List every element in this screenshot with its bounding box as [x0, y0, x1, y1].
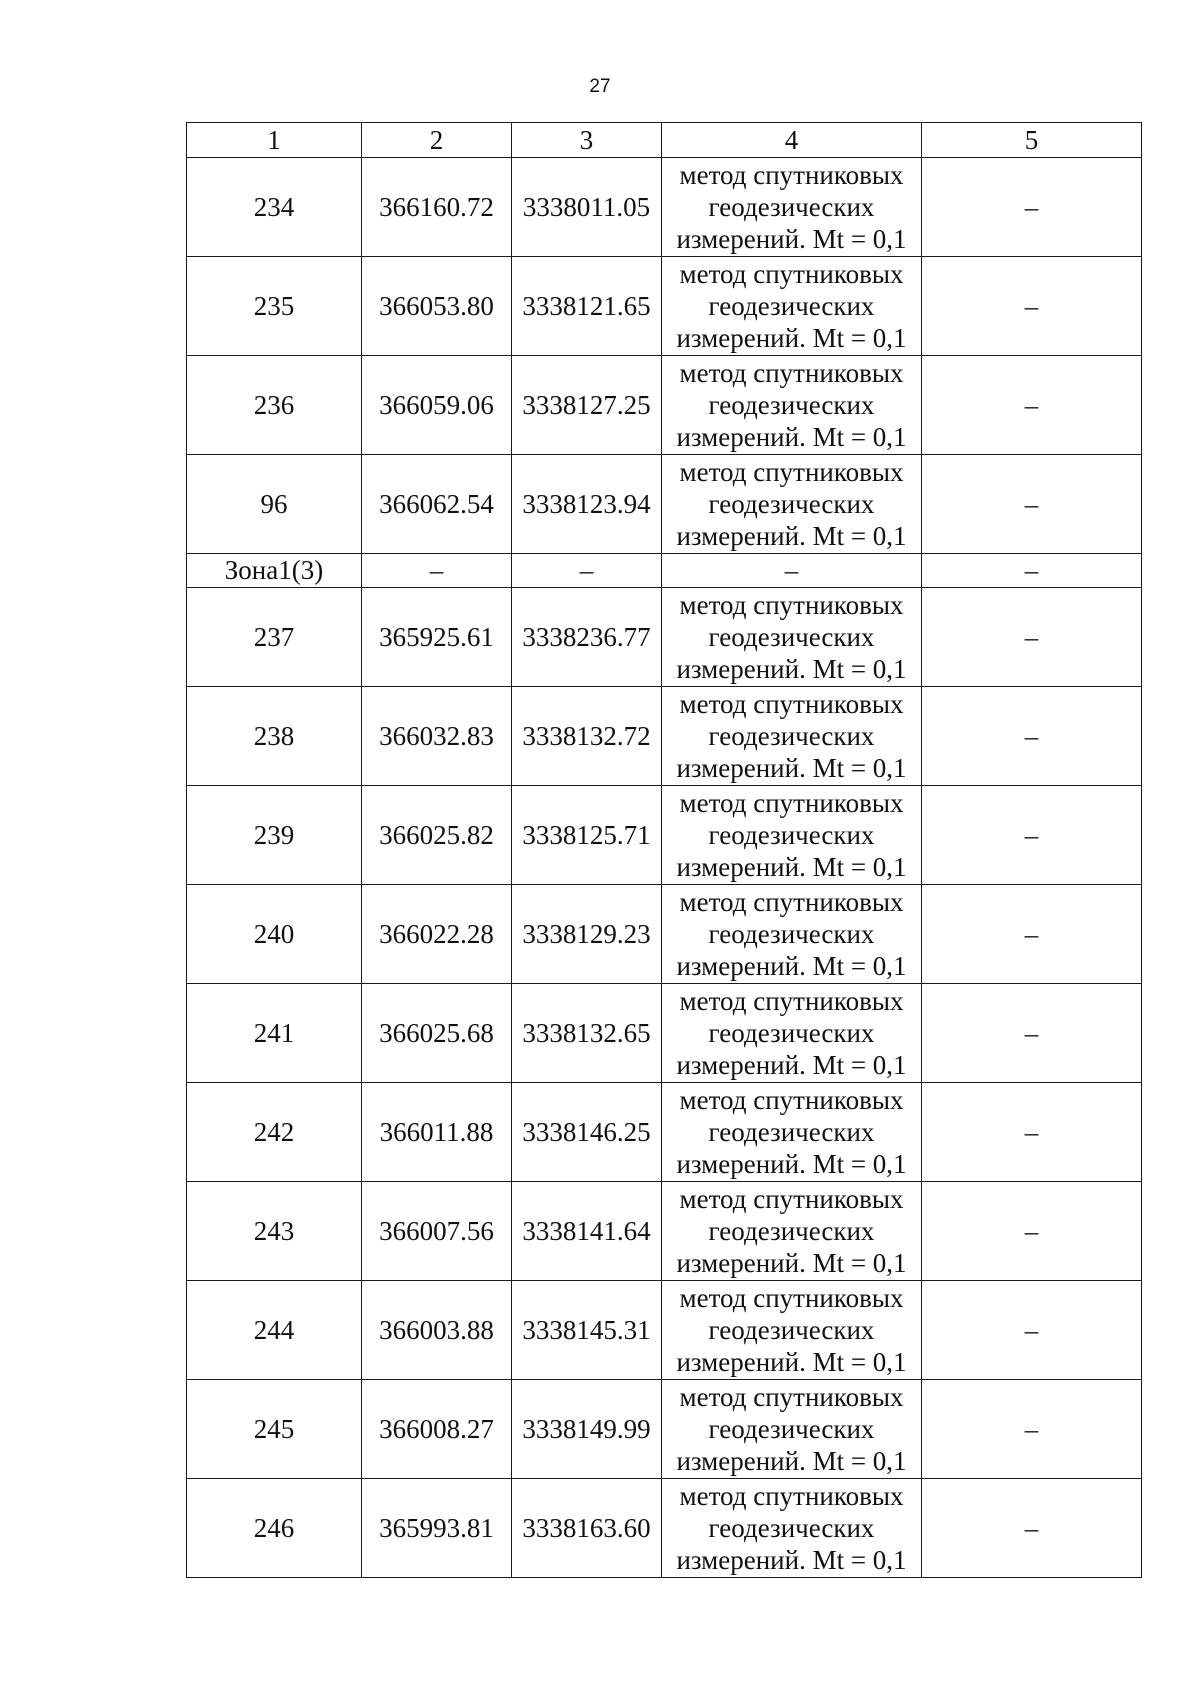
y-coordinate-cell: 3338149.99: [512, 1380, 662, 1479]
point-number-cell: 236: [187, 356, 362, 455]
y-coordinate-cell: 3338123.94: [512, 455, 662, 554]
y-coordinate-cell: 3338121.65: [512, 257, 662, 356]
y-coordinate-cell: 3338125.71: [512, 786, 662, 885]
column-header-5: 5: [922, 123, 1142, 158]
x-coordinate-cell: 366059.06: [362, 356, 512, 455]
method-line: метод спутниковых: [679, 1481, 904, 1511]
method-cell: [662, 1479, 922, 1578]
x-coordinate-cell: 366160.72: [362, 158, 512, 257]
point-number-cell: 244: [187, 1281, 362, 1380]
note-cell: –: [922, 455, 1142, 554]
note-cell: –: [922, 687, 1142, 786]
note-cell: –: [922, 588, 1142, 687]
note-cell: –: [922, 885, 1142, 984]
x-coordinate-cell: 366025.82: [362, 786, 512, 885]
method-line: измерений. Mt = 0,1: [676, 654, 907, 684]
method-line: метод спутниковых: [679, 259, 904, 289]
method-line: геодезических: [708, 1018, 875, 1048]
table-row: [187, 885, 1142, 984]
method-cell: [662, 1083, 922, 1182]
table-body: [187, 158, 1142, 1578]
method-cell: [662, 455, 922, 554]
coordinates-table: [186, 122, 1142, 1578]
method-line: измерений. Mt = 0,1: [676, 323, 907, 353]
note-cell: –: [922, 158, 1142, 257]
point-number-cell: 235: [187, 257, 362, 356]
method-line: геодезических: [708, 820, 875, 850]
note-cell: –: [922, 1182, 1142, 1281]
method-line: геодезических: [708, 1216, 875, 1246]
y-coordinate-cell: 3338163.60: [512, 1479, 662, 1578]
note-cell: –: [922, 554, 1142, 588]
point-number-cell: 96: [187, 455, 362, 554]
table-row: [187, 984, 1142, 1083]
x-coordinate-cell: 365925.61: [362, 588, 512, 687]
note-cell: –: [922, 786, 1142, 885]
method-line: измерений. Mt = 0,1: [676, 422, 907, 452]
point-number-cell: 241: [187, 984, 362, 1083]
note-cell: –: [922, 356, 1142, 455]
x-coordinate-cell: 366032.83: [362, 687, 512, 786]
x-coordinate-cell: –: [362, 554, 512, 588]
method-line: геодезических: [708, 919, 875, 949]
point-number-cell: 239: [187, 786, 362, 885]
method-line: измерений. Mt = 0,1: [676, 1545, 907, 1575]
method-line: измерений. Mt = 0,1: [676, 1446, 907, 1476]
point-number-cell: 234: [187, 158, 362, 257]
method-line: геодезических: [708, 1117, 875, 1147]
method-line: метод спутниковых: [679, 887, 904, 917]
table-row: [187, 1479, 1142, 1578]
x-coordinate-cell: 366003.88: [362, 1281, 512, 1380]
method-line: геодезических: [708, 622, 875, 652]
method-cell: [662, 588, 922, 687]
point-number-cell: 246: [187, 1479, 362, 1578]
point-number-cell: 238: [187, 687, 362, 786]
x-coordinate-cell: 366025.68: [362, 984, 512, 1083]
table-row: [187, 257, 1142, 356]
method-cell: [662, 1380, 922, 1479]
y-coordinate-cell: 3338141.64: [512, 1182, 662, 1281]
method-cell: [662, 356, 922, 455]
method-line: метод спутниковых: [679, 1085, 904, 1115]
y-coordinate-cell: 3338146.25: [512, 1083, 662, 1182]
method-line: измерений. Mt = 0,1: [676, 1050, 907, 1080]
y-coordinate-cell: 3338236.77: [512, 588, 662, 687]
method-line: метод спутниковых: [679, 358, 904, 388]
method-cell: [662, 554, 922, 588]
method-line: геодезических: [708, 390, 875, 420]
method-line: метод спутниковых: [679, 986, 904, 1016]
method-cell: [662, 158, 922, 257]
point-number-cell: 240: [187, 885, 362, 984]
method-line: геодезических: [708, 1414, 875, 1444]
table-row: [187, 455, 1142, 554]
point-number-cell: 237: [187, 588, 362, 687]
y-coordinate-cell: 3338145.31: [512, 1281, 662, 1380]
table-header-row: [187, 123, 1142, 158]
method-line: измерений. Mt = 0,1: [676, 852, 907, 882]
method-line: измерений. Mt = 0,1: [676, 1149, 907, 1179]
method-line: геодезических: [708, 489, 875, 519]
method-line: геодезических: [708, 1315, 875, 1345]
method-line: –: [784, 555, 799, 585]
method-line: геодезических: [708, 721, 875, 751]
table-row: [187, 687, 1142, 786]
method-line: измерений. Mt = 0,1: [676, 224, 907, 254]
column-header-3: 3: [512, 123, 662, 158]
method-line: геодезических: [708, 291, 875, 321]
x-coordinate-cell: 366022.28: [362, 885, 512, 984]
note-cell: –: [922, 1380, 1142, 1479]
x-coordinate-cell: 365993.81: [362, 1479, 512, 1578]
point-number-cell: Зона1(3): [187, 554, 362, 588]
method-line: метод спутниковых: [679, 689, 904, 719]
table-row: [187, 1380, 1142, 1479]
note-cell: –: [922, 1083, 1142, 1182]
method-line: метод спутниковых: [679, 1283, 904, 1313]
x-coordinate-cell: 366062.54: [362, 455, 512, 554]
y-coordinate-cell: 3338132.65: [512, 984, 662, 1083]
method-line: измерений. Mt = 0,1: [676, 951, 907, 981]
table-row: [187, 1083, 1142, 1182]
method-line: измерений. Mt = 0,1: [676, 1248, 907, 1278]
method-cell: [662, 1281, 922, 1380]
method-line: геодезических: [708, 1513, 875, 1543]
method-line: метод спутниковых: [679, 160, 904, 190]
point-number-cell: 243: [187, 1182, 362, 1281]
method-cell: [662, 786, 922, 885]
table-row: [187, 158, 1142, 257]
method-line: метод спутниковых: [679, 590, 904, 620]
page-number: 27: [589, 76, 611, 97]
note-cell: –: [922, 257, 1142, 356]
x-coordinate-cell: 366008.27: [362, 1380, 512, 1479]
point-number-cell: 245: [187, 1380, 362, 1479]
note-cell: –: [922, 1281, 1142, 1380]
method-line: измерений. Mt = 0,1: [676, 521, 907, 551]
x-coordinate-cell: 366011.88: [362, 1083, 512, 1182]
note-cell: –: [922, 984, 1142, 1083]
x-coordinate-cell: 366053.80: [362, 257, 512, 356]
y-coordinate-cell: 3338127.25: [512, 356, 662, 455]
method-cell: [662, 984, 922, 1083]
method-line: геодезических: [708, 192, 875, 222]
method-line: метод спутниковых: [679, 1184, 904, 1214]
y-coordinate-cell: 3338129.23: [512, 885, 662, 984]
method-line: измерений. Mt = 0,1: [676, 753, 907, 783]
point-number-cell: 242: [187, 1083, 362, 1182]
method-cell: [662, 687, 922, 786]
method-line: метод спутниковых: [679, 1382, 904, 1412]
method-cell: [662, 1182, 922, 1281]
method-line: измерений. Mt = 0,1: [676, 1347, 907, 1377]
table-row: [187, 588, 1142, 687]
table-row: [187, 1182, 1142, 1281]
method-line: метод спутниковых: [679, 788, 904, 818]
table-row: [187, 356, 1142, 455]
column-header-1: 1: [187, 123, 362, 158]
table-row: [187, 786, 1142, 885]
zone-row: [187, 554, 1142, 588]
x-coordinate-cell: 366007.56: [362, 1182, 512, 1281]
y-coordinate-cell: –: [512, 554, 662, 588]
column-header-4: 4: [662, 123, 922, 158]
column-header-2: 2: [362, 123, 512, 158]
note-cell: –: [922, 1479, 1142, 1578]
table-row: [187, 1281, 1142, 1380]
method-cell: [662, 257, 922, 356]
y-coordinate-cell: 3338011.05: [512, 158, 662, 257]
y-coordinate-cell: 3338132.72: [512, 687, 662, 786]
method-cell: [662, 885, 922, 984]
method-line: метод спутниковых: [679, 457, 904, 487]
